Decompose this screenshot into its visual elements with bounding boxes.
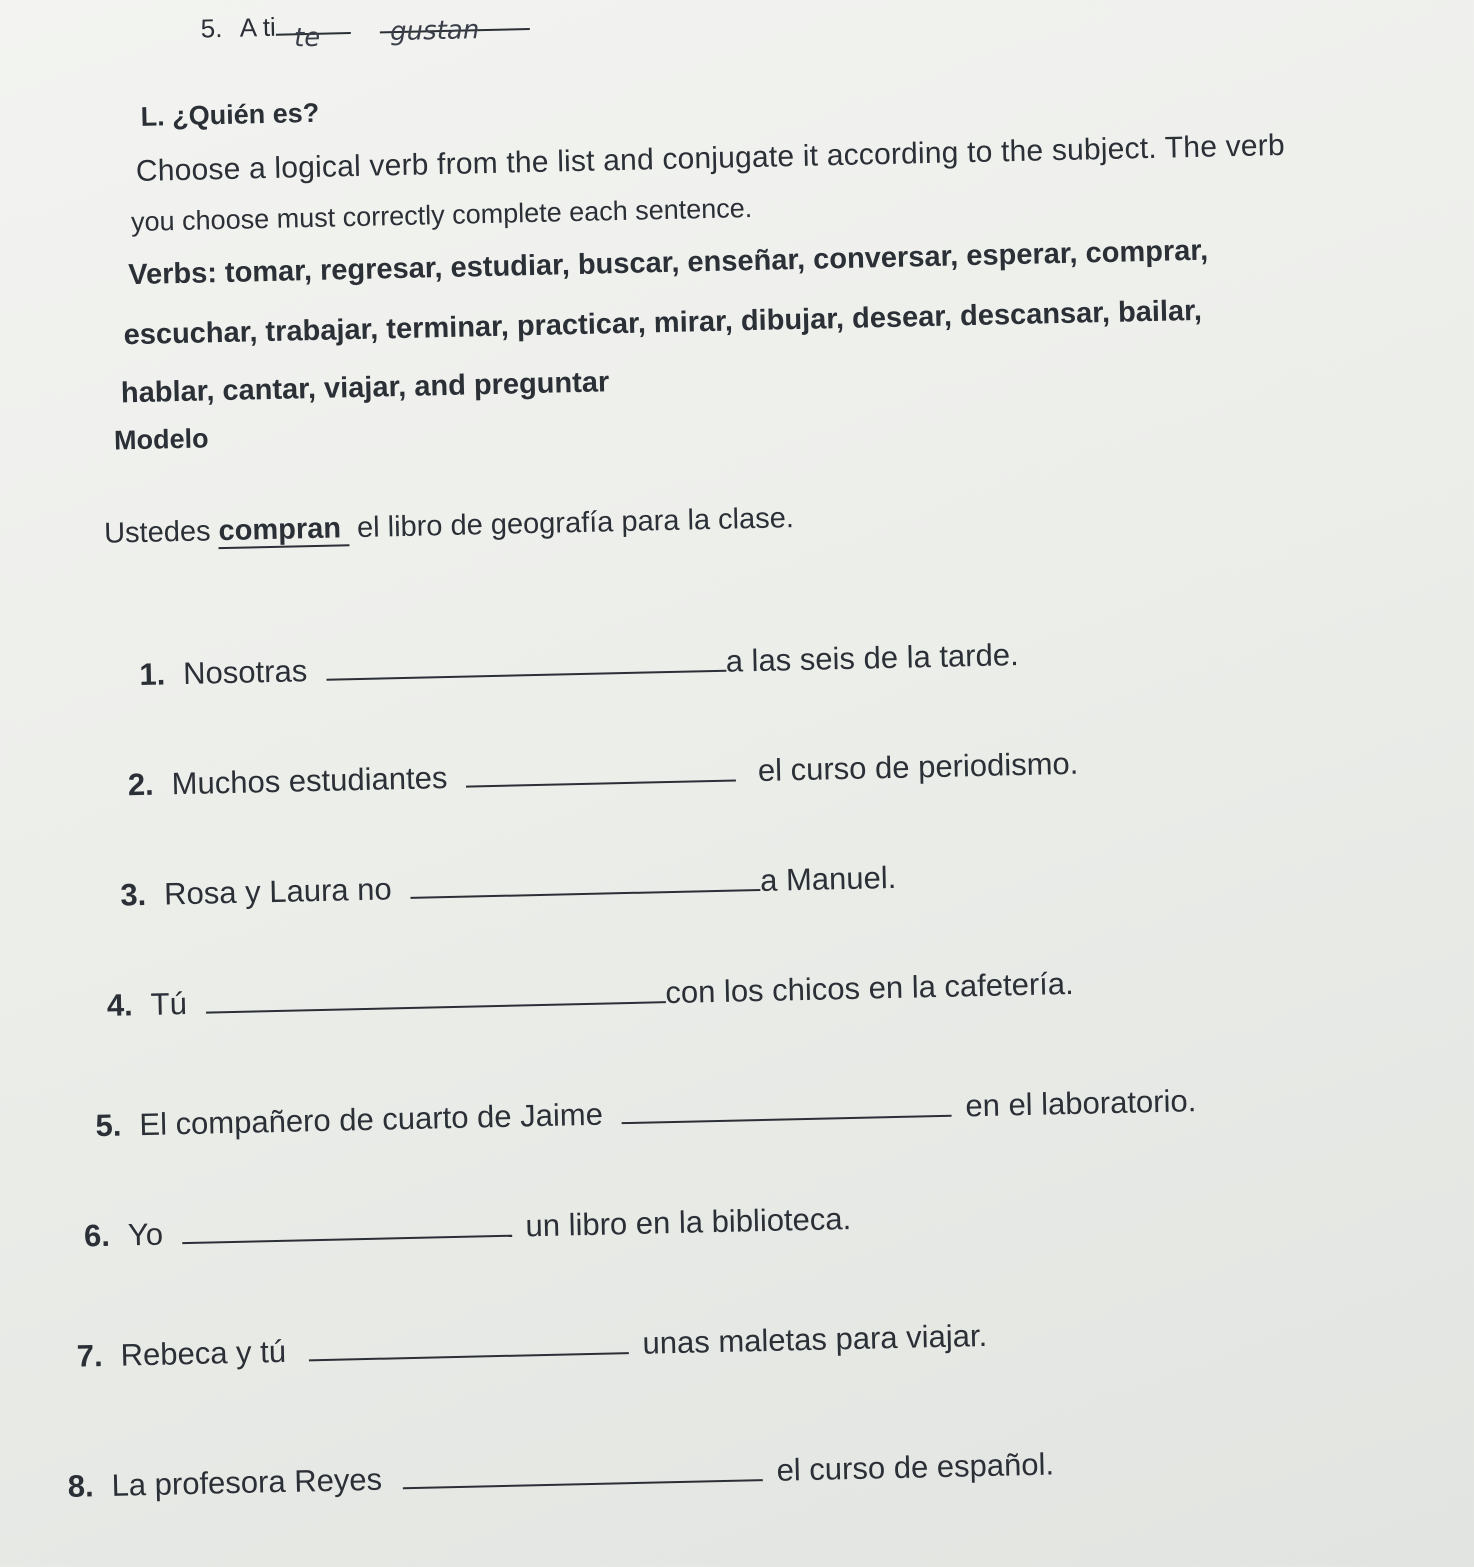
item-number: 4.: [106, 987, 134, 1023]
sentence-item-1: [139, 637, 1019, 693]
item-subject: Nosotras: [182, 653, 308, 692]
item-rest: con los chicos en la cafetería.: [664, 965, 1075, 1011]
previous-item-blank-1: [276, 22, 351, 54]
item-subject: Yo: [127, 1216, 164, 1253]
sentence-item-6: [84, 1201, 852, 1254]
answer-blank[interactable]: [325, 646, 725, 681]
item-number: 3.: [119, 876, 147, 913]
previous-item: [200, 6, 530, 54]
sentence-item-4: [106, 966, 1074, 1024]
verbs-line-1: Verbs: tomar, regresar, estudiar, buscar, enseñar, conversar, esperar, comprar,: [127, 234, 1209, 292]
sentence-item-5: [95, 1083, 1197, 1144]
item-subject: Muchos estudiantes: [171, 760, 448, 802]
item-number: 1.: [138, 656, 166, 693]
sentence-item-2: [127, 746, 1078, 804]
model-answer: compran: [218, 512, 349, 549]
previous-item-blank-2: [380, 15, 530, 48]
previous-item-prefix: A ti: [239, 11, 277, 43]
item-rest: el curso de español.: [776, 1446, 1055, 1488]
item-number: 5.: [95, 1107, 122, 1144]
previous-item-answer-2: gustan: [389, 15, 480, 48]
item-rest: a las seis de la tarde.: [725, 637, 1019, 679]
instructions-line-1: Choose a logical verb from the list and conjugate it according to the subject. The verb: [135, 128, 1286, 188]
item-rest: un libro en la biblioteca.: [525, 1201, 852, 1244]
model-subject: Ustedes: [103, 515, 211, 550]
answer-blank[interactable]: [466, 756, 737, 788]
item-subject: La profesora Reyes: [111, 1461, 383, 1503]
answer-blank[interactable]: [308, 1328, 629, 1361]
section-title: L. ¿Quién es?: [140, 97, 320, 132]
answer-blank[interactable]: [621, 1091, 952, 1124]
model-sentence: [104, 502, 794, 551]
item-rest: unas maletas para viajar.: [642, 1317, 988, 1361]
item-number: 8.: [67, 1468, 94, 1504]
model-rest: el libro de geografía para la clase.: [356, 502, 795, 545]
item-number: 2.: [127, 766, 155, 803]
item-subject: Tú: [150, 986, 188, 1022]
previous-item-number: 5.: [200, 12, 223, 44]
item-number: 6.: [83, 1217, 111, 1254]
previous-item-answer-1: te: [293, 22, 321, 54]
instructions-line-2: you choose must correctly complete each sentence.: [130, 192, 753, 238]
item-rest: el curso de periodismo.: [757, 745, 1079, 788]
item-rest: en el laboratorio.: [964, 1083, 1197, 1124]
item-subject: Rosa y Laura no: [163, 871, 393, 912]
item-subject: El compañero de cuarto de Jaime: [139, 1096, 604, 1143]
item-subject: Rebeca y tú: [120, 1333, 287, 1373]
item-number: 7.: [76, 1338, 104, 1374]
answer-blank[interactable]: [410, 865, 760, 899]
model-label: Modelo: [113, 423, 209, 456]
answer-blank[interactable]: [205, 977, 665, 1013]
sentence-item-8: [67, 1446, 1054, 1504]
sentence-item-7: [76, 1318, 987, 1375]
verbs-line-2: escuchar, trabajar, terminar, practicar, mirar, dibujar, desear, descansar, bailar,: [123, 294, 1203, 352]
answer-blank[interactable]: [402, 1455, 762, 1489]
answer-blank[interactable]: [181, 1211, 512, 1244]
verbs-line-3: hablar, cantar, viajar, and preguntar: [120, 366, 610, 410]
sentence-item-3: [120, 860, 897, 914]
item-rest: a Manuel.: [759, 859, 897, 898]
